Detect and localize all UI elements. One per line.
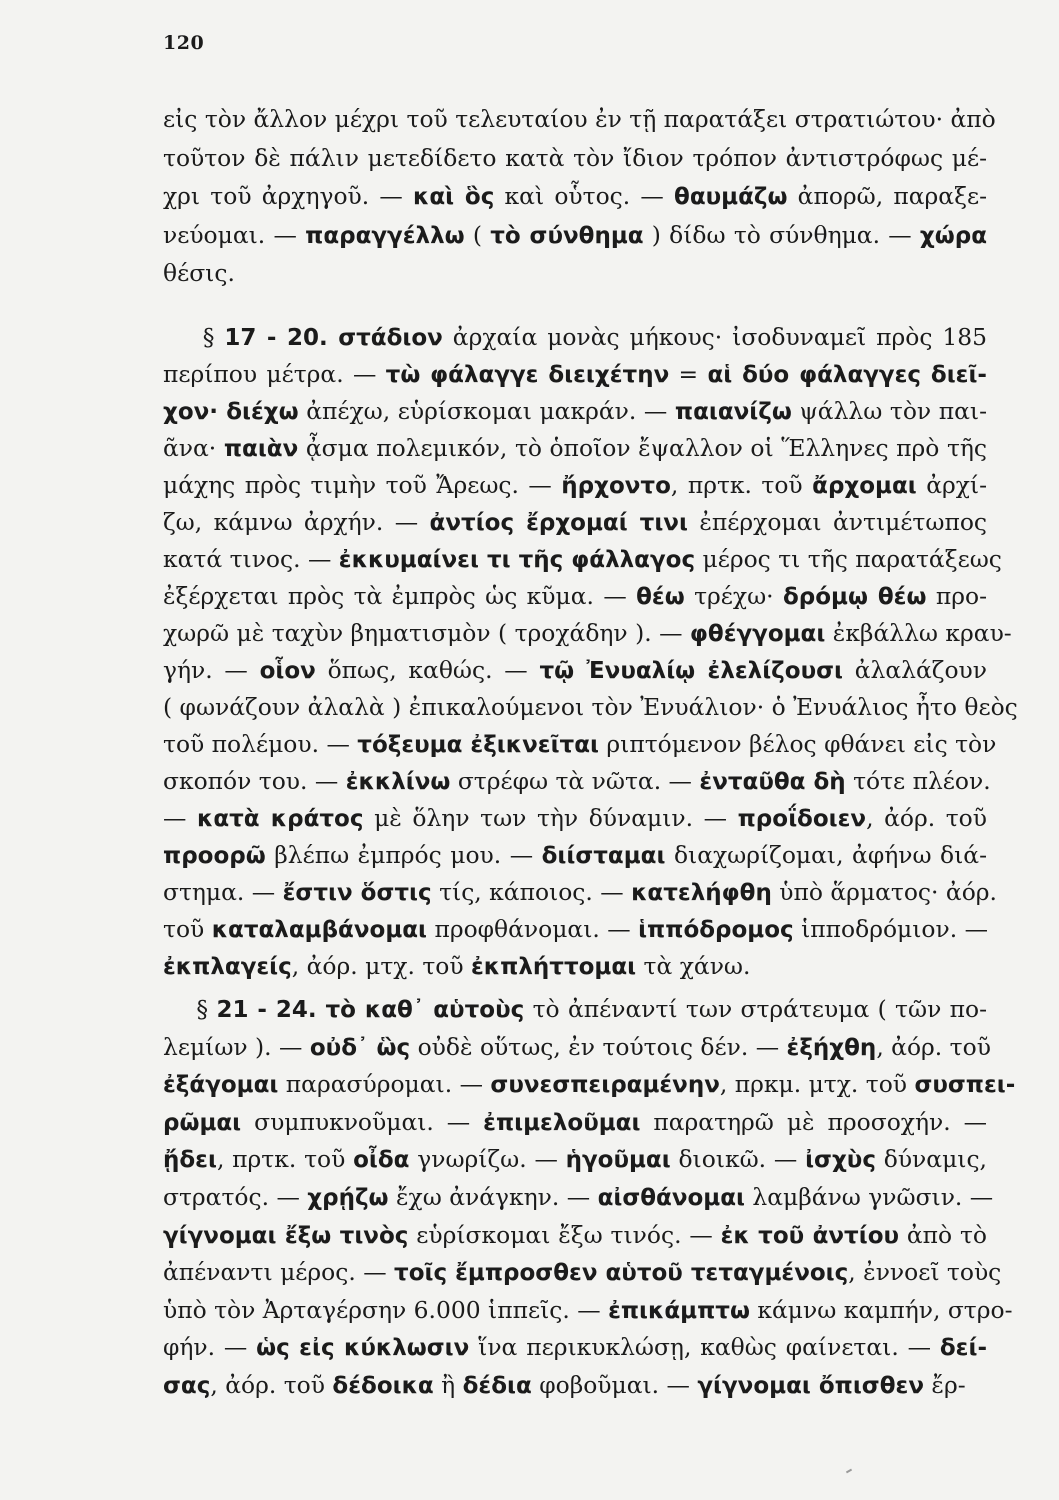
- text-line: [163, 688, 1018, 726]
- headword: γίγνομαι ὄπισθεν: [697, 1373, 924, 1399]
- gloss-text: , ἀόρ. μτχ. τοῦ: [291, 952, 471, 980]
- gloss-text: ὑπὸ τὸν Ἀρταγέρσην 6.000 ἱππεῖς. —: [163, 1295, 609, 1324]
- gloss-text: ὑπὸ ἅρματος· ἀόρ.: [771, 878, 997, 906]
- page-number: 120: [163, 32, 205, 54]
- text-line: [163, 910, 987, 948]
- headword: συνεσπειραμένην: [490, 1072, 720, 1099]
- gloss-text: ἢ: [433, 1371, 463, 1399]
- headword: ἡγοῦμαι: [565, 1147, 671, 1174]
- text-line: [163, 1028, 991, 1066]
- headword: παραγγέλλω: [305, 222, 465, 249]
- headword: ἄρχομαι: [812, 473, 917, 499]
- gloss-text: μάχης πρὸς τιμὴν τοῦ Ἄρεως. —: [163, 471, 562, 499]
- gloss-text: ἀπέχω, εὑρίσκομαι μακράν. —: [298, 397, 675, 425]
- gloss-text: , ἀόρ. τοῦ: [210, 1371, 333, 1399]
- headword: τόξευμα ἐξικνεῖται: [357, 732, 599, 758]
- gloss-text: , ἀόρ. τοῦ: [866, 804, 987, 832]
- gloss-text: εὑρίσκομαι ἔξω τινός. —: [408, 1220, 721, 1249]
- headword: θέω: [636, 584, 685, 610]
- gloss-text: διοικῶ. —: [670, 1145, 806, 1174]
- gloss-text: ἔρ-: [924, 1371, 966, 1399]
- gloss-text: τίς, κάποιος. —: [431, 878, 632, 906]
- headword: ἐξήχθη: [786, 1034, 877, 1061]
- headword: ἱππόδρομος: [638, 917, 794, 943]
- headword: χρῄζω: [307, 1185, 389, 1211]
- gloss-text: =: [669, 360, 708, 388]
- text-line: [163, 799, 987, 837]
- gloss-text: (: [464, 220, 491, 249]
- gloss-text: —: [163, 804, 197, 832]
- text-line: [163, 1216, 987, 1254]
- text-line: [163, 762, 991, 800]
- gloss-text: κάμνω καμπήν, στρο-: [749, 1295, 1013, 1324]
- text-line: [163, 836, 987, 874]
- gloss-text: καὶ οὗτος. —: [494, 182, 675, 210]
- headword: γίγνομαι ἔξω τινὸς: [163, 1222, 409, 1249]
- gloss-text: ἐκβάλλω κραυ-: [825, 619, 1012, 647]
- gloss-text: χωρῶ μὲ ταχὺν βηματισμὸν ( τροχάδην ). —: [163, 619, 690, 647]
- text-line: [163, 651, 987, 689]
- headword: ἐπιμελοῦμαι: [483, 1109, 641, 1136]
- headword: ἐκκλίνω: [345, 769, 451, 795]
- gloss-text: ζω, κάμνω ἀρχήν. —: [163, 508, 430, 536]
- gloss-text: γήν. —: [163, 656, 260, 684]
- gloss-text: σκοπόν του. —: [163, 767, 346, 795]
- gloss-text: ἵνα περικυκλώσῃ, καθὼς φαίνεται. —: [469, 1333, 940, 1362]
- gloss-text: τότε πλέον.: [845, 767, 991, 795]
- gloss-text: μέρος τι τῆς παρατάξεως: [695, 545, 1002, 573]
- text-line: [163, 139, 987, 177]
- headword: ἀντίος ἔρχομαί τινι: [429, 510, 688, 536]
- gloss-text: ψάλλω τὸν παι-: [791, 397, 987, 425]
- headword: ἐπικάμπτω: [608, 1297, 750, 1324]
- gloss-text: φήν. —: [163, 1333, 257, 1362]
- gloss-text: τρέχω·: [684, 582, 783, 610]
- text-line: [163, 177, 987, 215]
- gloss-text: ὅπως, καθώς. —: [315, 656, 540, 684]
- gloss-text: κατά τινος. —: [163, 545, 339, 573]
- gloss-text: ἔχω ἀνάγκην. —: [388, 1183, 598, 1211]
- headword: ἤρχοντο: [561, 473, 671, 499]
- gloss-text: §: [163, 995, 217, 1023]
- headword: προορῶ: [163, 843, 266, 869]
- text-line: [163, 873, 997, 911]
- gloss-text: ἀλαλάζουν: [842, 656, 987, 684]
- gloss-text: ἀρχί-: [916, 471, 988, 499]
- headword: τὼ φάλαγγε διειχέτην: [385, 362, 670, 388]
- text-line: [163, 947, 987, 985]
- text-line: [163, 503, 987, 541]
- gloss-text: εἰς τὸν ἄλλον μέχρι τοῦ τελευταίου ἐν τῇ παρατάξει στρατιώτου· ἀπὸ: [163, 105, 996, 133]
- gloss-text: βλέπω ἐμπρός μου. —: [265, 841, 542, 869]
- headword: ᾔδει: [163, 1147, 217, 1174]
- text-line: [163, 990, 987, 1028]
- text-line: [163, 1291, 1013, 1329]
- headword: ὡς εἰς κύκλωσιν: [256, 1335, 470, 1362]
- gloss-text: τοῦ: [163, 915, 212, 943]
- gloss-text: ἀπέναντι μέρος. —: [163, 1258, 395, 1287]
- text-line: [163, 318, 987, 356]
- gloss-text: ἀπορῶ, παραξε-: [787, 182, 988, 210]
- gloss-text: , πρκμ. μτχ. τοῦ: [719, 1070, 915, 1099]
- gloss-text: οὐδὲ οὕτως, ἐν τούτοις δέν. —: [410, 1032, 787, 1061]
- headword: δέδοικα: [332, 1373, 434, 1399]
- text-line: [163, 1103, 987, 1141]
- text-line: [163, 1065, 1016, 1103]
- gloss-text: στρέφω τὰ νῶτα. —: [450, 767, 700, 795]
- headword: κατὰ κράτος: [196, 806, 364, 832]
- headword: οἶδα: [353, 1147, 410, 1174]
- text-line: [163, 254, 987, 292]
- headword: οἷον: [259, 658, 316, 684]
- gloss-text: τοῦτον δὲ πάλιν μετεδίδετο κατὰ τὸν ἴδιον τρόπον ἀντιστρόφως μέ-: [163, 143, 987, 172]
- gloss-text: ἐξέρχεται πρὸς τὰ ἐμπρὸς ὡς κῦμα. —: [163, 582, 637, 610]
- headword: ἰσχὺς: [805, 1147, 876, 1174]
- gloss-text: περίπου μέτρα. —: [163, 360, 386, 388]
- headword: ἐξάγομαι: [163, 1072, 279, 1099]
- gloss-text: θέσις.: [163, 259, 235, 287]
- gloss-text: στρατός. —: [163, 1183, 308, 1211]
- text-line: [163, 540, 1002, 578]
- text-line: [163, 614, 1012, 652]
- headword: αἱ δύο φάλαγγες διεῖ-: [707, 362, 987, 388]
- text-line: [163, 100, 996, 138]
- gloss-text: τοῦ πολέμου. —: [163, 730, 358, 758]
- gloss-text: ἀρχαία μονὰς μήκους· ἰσοδυναμεῖ πρὸς 185: [442, 323, 987, 351]
- gloss-text: νεύομαι. —: [163, 220, 306, 249]
- headword: διίσταμαι: [541, 843, 666, 869]
- gloss-text: διαχωρίζομαι, ἀφήνω διά-: [665, 841, 987, 869]
- gloss-text: , ἐννοεῖ τοὺς: [848, 1258, 1002, 1287]
- headword: τῷ Ἐνυαλίῳ ἐλελίζουσι: [539, 658, 843, 684]
- headword: χώρα: [919, 222, 987, 249]
- gloss-text: ἐπέρχομαι ἀντιμέτωπος: [687, 508, 988, 536]
- headword: 17 - 20. στάδιον: [224, 325, 443, 351]
- gloss-text: , πρτκ. τοῦ: [216, 1145, 354, 1174]
- headword: ἐκ τοῦ ἀντίου: [720, 1222, 900, 1249]
- gloss-text: συμπυκνοῦμαι. —: [241, 1107, 484, 1136]
- gloss-text: ( φωνάζουν ἀλαλὰ ) ἐπικαλούμενοι τὸν Ἐνυάλιον· ὁ Ἐνυάλιος ἦτο θεὸς: [163, 693, 1018, 721]
- headword: οὐδ᾽ ὣς: [309, 1034, 411, 1061]
- gloss-text: προφθάνομαι. —: [427, 915, 639, 943]
- gloss-text: λαμβάνω γνῶσιν. —: [745, 1183, 994, 1211]
- gloss-text: λεμίων ). —: [163, 1032, 310, 1061]
- text-line: [163, 429, 987, 467]
- headword: χον· διέχω: [163, 399, 299, 425]
- gloss-text: δύναμις,: [875, 1145, 987, 1174]
- headword: καὶ ὃς: [413, 184, 495, 210]
- gloss-text: μὲ ὅλην των τὴν δύναμιν. —: [363, 804, 738, 832]
- headword: συσπει-: [914, 1072, 1016, 1099]
- text-line: [163, 466, 987, 504]
- headword: φθέγγομαι: [689, 621, 826, 647]
- text-line: [163, 1140, 987, 1178]
- headword: αἰσθάνομαι: [597, 1185, 745, 1211]
- headword: καταλαμβάνομαι: [211, 917, 428, 943]
- headword: δέδια: [462, 1373, 532, 1399]
- gloss-text: τὰ χάνω.: [636, 952, 751, 980]
- gloss-text: προ-: [926, 582, 987, 610]
- text-line: [163, 1253, 1002, 1291]
- headword: ἔστιν ὅστις: [282, 880, 432, 906]
- text-line: [163, 216, 987, 254]
- headword: ρῶμαι: [163, 1109, 242, 1136]
- headword: δεί-: [939, 1335, 987, 1362]
- text-line: [163, 355, 987, 393]
- headword: ἐκπλαγείς: [163, 954, 292, 980]
- text-line: [163, 1366, 987, 1404]
- gloss-text: ᾶνα·: [163, 434, 224, 462]
- gloss-text: , ἀόρ. τοῦ: [876, 1032, 991, 1061]
- headword: παιανίζω: [674, 399, 792, 425]
- gloss-text: ᾆσμα πολεμικόν, τὸ ὁποῖον ἔψαλλον οἱ Ἕλληνες πρὸ τῆς: [298, 434, 987, 462]
- headword: δρόμῳ θέω: [782, 584, 927, 610]
- headword: προΐδοιεν: [737, 806, 867, 832]
- gloss-text: γνωρίζω. —: [409, 1145, 566, 1174]
- text-line: [163, 392, 987, 430]
- gloss-text: στημα. —: [163, 878, 283, 906]
- gloss-text: ) δίδω τὸ σύνθημα. —: [643, 220, 920, 249]
- gloss-text: παρασύρομαι. —: [278, 1070, 491, 1099]
- gloss-text: φοβοῦμαι. —: [531, 1371, 698, 1399]
- text-line: [163, 725, 997, 763]
- text-line: [163, 577, 987, 615]
- gloss-text: , πρτκ. τοῦ: [670, 471, 813, 499]
- headword: τὸ σύνθημα: [490, 222, 644, 249]
- headword: κατελήφθη: [631, 880, 772, 906]
- gloss-text: ἀπὸ τὸ: [899, 1220, 987, 1249]
- gloss-text: τὸ ἀπέναντί των στράτευμα ( τῶν πο-: [524, 995, 987, 1023]
- headword: τοῖς ἔμπροσθεν αὑτοῦ τεταγμένοις: [394, 1260, 849, 1287]
- gloss-text: ἱπποδρόμιον. —: [793, 915, 988, 943]
- headword: ἐκπλήττομαι: [471, 954, 637, 980]
- headword: σας: [163, 1373, 211, 1399]
- headword: θαυμάζω: [674, 184, 788, 210]
- text-line: [163, 1178, 994, 1216]
- gloss-text: §: [163, 323, 225, 351]
- gloss-text: ριπτόμενον βέλος φθάνει εἰς τὸν: [598, 730, 997, 758]
- headword: παιὰν: [223, 436, 299, 462]
- text-line: [163, 1328, 987, 1366]
- paper-speck: [846, 1469, 852, 1474]
- headword: 21 - 24. τὸ καθ᾽ αὑτοὺς: [216, 997, 525, 1023]
- gloss-text: χρι τοῦ ἀρχηγοῦ. —: [163, 182, 414, 210]
- gloss-text: παρατηρῶ μὲ προσοχήν. —: [640, 1107, 987, 1136]
- headword: ἐκκυμαίνει τι τῆς φάλλαγος: [338, 547, 696, 573]
- headword: ἐνταῦθα δὴ: [699, 769, 846, 795]
